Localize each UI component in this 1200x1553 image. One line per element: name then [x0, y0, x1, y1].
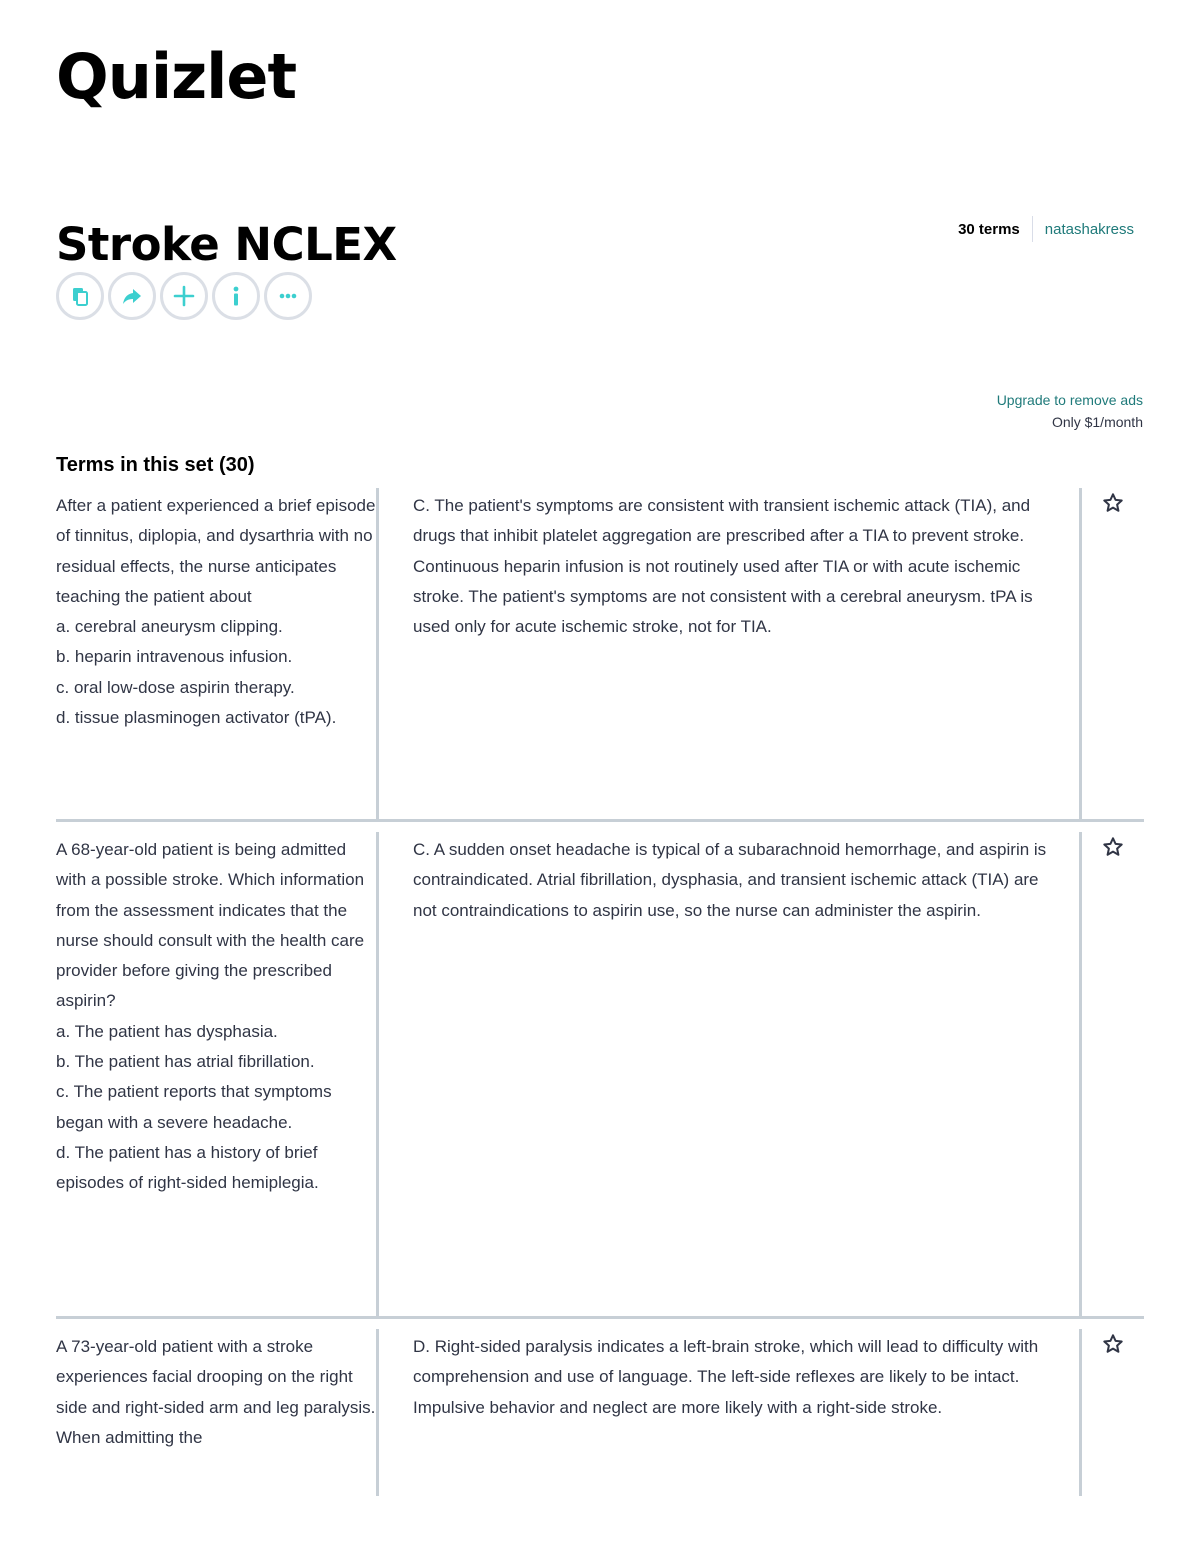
definition-text: D. Right-sided paralysis indicates a left-brain stroke, which will lead to difficulty with comprehension and use of language. The left-side reflexes are likely to be intact. Impulsive behavior and neglect are more likely with a right-side stroke.	[413, 1337, 1039, 1417]
upgrade-link[interactable]: Upgrade to remove ads	[996, 392, 1143, 408]
term-row	[56, 832, 1144, 1319]
term-count: 30 terms	[958, 220, 1020, 238]
set-actions	[56, 272, 312, 320]
quizlet-logo[interactable]: Quizlet	[56, 40, 297, 113]
upgrade-price: Only $1/month	[1051, 414, 1143, 430]
row-gap	[56, 1319, 1144, 1329]
more-icon	[276, 284, 300, 308]
more-button[interactable]	[264, 272, 312, 320]
add-icon	[172, 284, 196, 308]
info-button[interactable]	[212, 272, 260, 320]
term-text: A 73-year-old patient with a stroke experiences facial drooping on the right side and right-sided arm and leg paralysis. When admitting the	[56, 1337, 376, 1447]
terms-list	[56, 488, 1144, 1496]
star-icon[interactable]	[1102, 1333, 1124, 1355]
set-meta	[958, 216, 1134, 242]
author-link[interactable]: natashakress	[1044, 220, 1134, 238]
page-title: Stroke NCLEX	[56, 218, 397, 271]
term-row	[56, 1329, 1144, 1496]
definition-text: C. A sudden onset headache is typical of a subarachnoid hemorrhage, and aspirin is contraindicated. Atrial fibrillation, dysphasia, and transient ischemic attack (TIA) are not contraindications to aspirin use, so the nurse can administer the aspirin.	[413, 840, 1047, 920]
copy-icon	[68, 284, 92, 308]
terms-heading: Terms in this set (30)	[56, 454, 255, 476]
row-gap	[56, 822, 1144, 832]
term-row	[56, 488, 1144, 822]
term-text: After a patient experienced a brief episode of tinnitus, diplopia, and dysarthria with no residual effects, the nurse anticipates teaching the patient about a. cerebral aneurysm clipping. b. heparin intravenous infusion. c. oral low-dose aspirin therapy. d. tissue plasminogen activator (tPA).	[56, 496, 376, 728]
definition-text: C. The patient's symptoms are consistent with transient ischemic attack (TIA), and drugs that inhibit platelet aggregation are prescribed after a TIA to prevent stroke. Continuous heparin infusion is not routinely used after TIA or with acute ischemic stroke. The patient's symptoms are not consistent with a cerebral aneurysm. tPA is used only for acute ischemic stroke, not for TIA.	[413, 496, 1033, 637]
term-text: A 68-year-old patient is being admitted with a possible stroke. Which information from the assessment indicates that the nurse should consult with the health care provider before giving the prescribed aspirin? a. The patient has dysphasia. b. The patient has atrial fibrillation. c. The patient reports that symptoms began with a severe headache. d. The patient has a history of brief episodes of right-sided hemiplegia.	[56, 840, 365, 1193]
star-icon[interactable]	[1102, 836, 1124, 858]
star-icon[interactable]	[1102, 492, 1124, 514]
info-icon	[224, 284, 248, 308]
upgrade-promo	[997, 389, 1143, 433]
copy-button[interactable]	[56, 272, 104, 320]
add-button[interactable]	[160, 272, 208, 320]
share-icon	[120, 284, 144, 308]
share-button[interactable]	[108, 272, 156, 320]
